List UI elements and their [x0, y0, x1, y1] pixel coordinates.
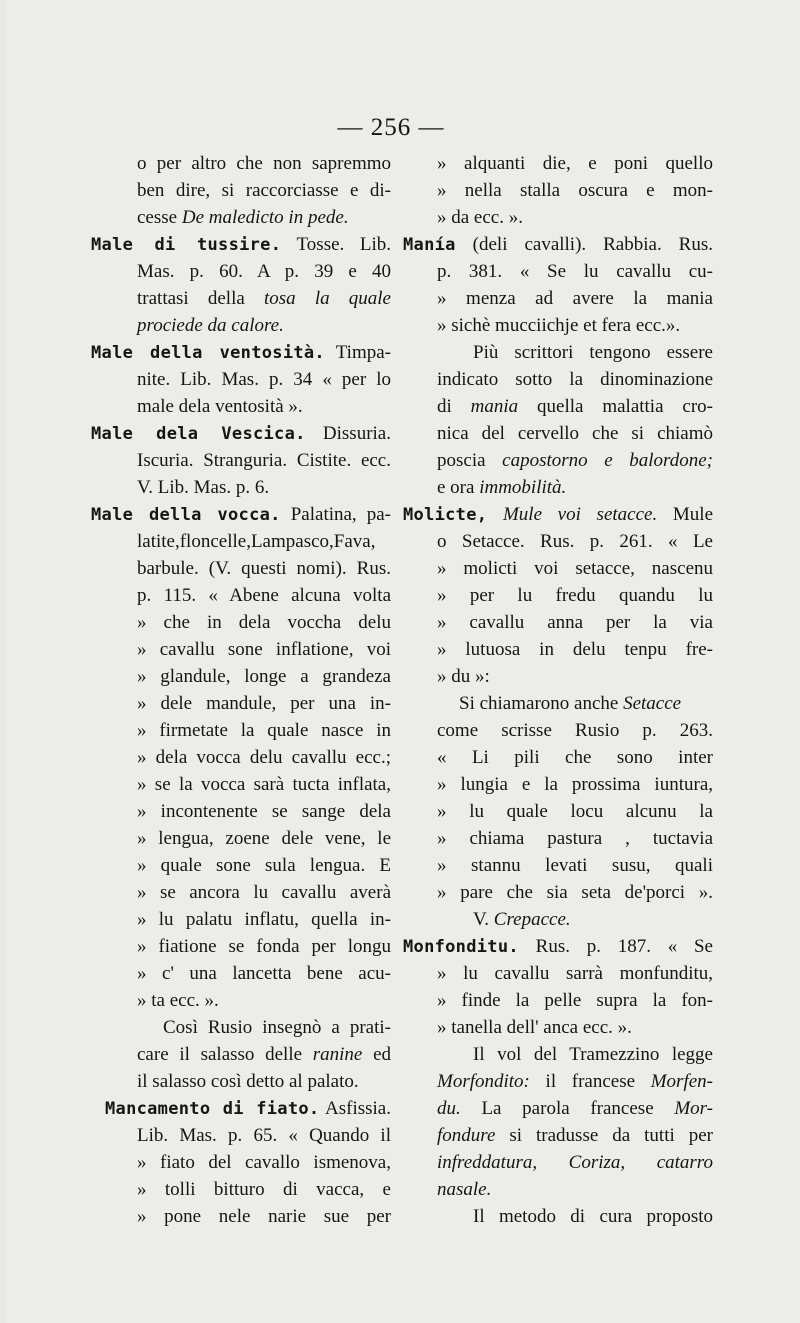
entry-male-della-ventosita: Male della ventosità. Timpa-: [91, 342, 391, 363]
text-line: » fiato del cavallo ismenova,: [137, 1152, 391, 1173]
entry-mancamento-di-fiato: Mancamento di fiato. Asfissia.: [105, 1098, 391, 1119]
text-line: male dela ventosità ».: [137, 396, 303, 417]
text-line: » chiama pastura , tuctavia: [437, 828, 713, 849]
text-line: » se la vocca sarà tucta inflata,: [137, 774, 391, 795]
text-line: » dela vocca delu cavallu ecc.;: [137, 747, 391, 768]
text-line: barbule. (V. questi nomi). Rus.: [137, 558, 391, 579]
text-line: o Setacce. Rus. p. 261. « Le: [437, 531, 713, 552]
entry-monfonditu: Monfonditu. Rus. p. 187. « Se: [403, 936, 713, 957]
text-line: Così Rusio insegnò a prati-: [163, 1017, 391, 1038]
text-line: prociede da calore.: [137, 315, 284, 336]
text-line: » quale sone sula lengua. E: [137, 855, 391, 876]
entry-male-dela-vescica: Male dela Vescica. Dissuria.: [91, 423, 391, 444]
right-column: [403, 150, 713, 1230]
text-line: Più scrittori tengono essere: [473, 342, 713, 363]
text-line: Mas. p. 60. A p. 39 e 40: [137, 261, 391, 282]
text-line: Iscuria. Stranguria. Cistite. ecc.: [137, 450, 391, 471]
text-line: di mania quella malattia cro-: [437, 396, 713, 417]
text-line: » nella stalla oscura e mon-: [437, 180, 713, 201]
text-line: poscia capostorno e balordone;: [437, 450, 713, 471]
text-line: » tolli bitturo di vacca, e: [137, 1179, 391, 1200]
text-line: » alquanti die, e poni quello: [437, 153, 713, 174]
entry-mania: Manía (deli cavalli). Rabbia. Rus.: [403, 234, 713, 255]
text-line: » lu cavallu sarrà monfunditu,: [437, 963, 713, 984]
entry-heading: Manía: [403, 235, 456, 255]
entry-heading: Mancamento di fiato.: [105, 1099, 320, 1119]
text-line: » se ancora lu cavallu averà: [137, 882, 391, 903]
entry-male-di-tussire: Male di tussire. Tosse. Lib.: [91, 234, 392, 255]
text-line: » pone nele narie sue per: [137, 1206, 391, 1227]
entry-heading: Male dela Vescica.: [91, 424, 306, 444]
book-page: [6, 0, 800, 1323]
text-line: Il vol del Tramezzino legge: [473, 1044, 713, 1065]
text-line: p. 381. « Se lu cavallu cu-: [437, 261, 713, 282]
text-line: » c' una lancetta bene acu-: [137, 963, 391, 984]
text-line: V. Lib. Mas. p. 6.: [137, 477, 270, 498]
text-line: » cavallu sone inflatione, voi: [137, 639, 391, 660]
text-line: » du »:: [437, 666, 490, 687]
text-line: Si chiamarono anche Setacce: [459, 693, 682, 714]
text-line: ben dire, si raccorciasse e di-: [137, 180, 391, 201]
entry-heading: Male della ventosità.: [91, 343, 325, 363]
text-line: Il metodo di cura proposto: [473, 1206, 713, 1227]
entry-male-della-vocca: Male della vocca. Palatina, pa-: [91, 504, 391, 525]
text-line: » da ecc. ».: [437, 207, 523, 228]
text-line: » dele mandule, per una in-: [137, 693, 391, 714]
text-line: » ta ecc. ».: [137, 990, 219, 1011]
text-line: cesse De maledicto in pede.: [137, 207, 349, 228]
entry-heading: Male di tussire.: [91, 235, 282, 255]
text-line: » stannu levati susu, quali: [437, 855, 713, 876]
text-line: Morfondito: il francese Morfen-: [437, 1071, 713, 1092]
text-line: » incontenente se sange dela: [137, 801, 391, 822]
text-line: p. 115. « Abene alcuna volta: [137, 585, 391, 606]
page-number: — 256 —: [337, 114, 445, 141]
text-line: » lutuosa in delu tenpu fre-: [437, 639, 713, 660]
text-line: » lu palatu inflatu, quella in-: [137, 909, 391, 930]
text-line: il salasso così detto al palato.: [137, 1071, 359, 1092]
entry-heading: Monfonditu.: [403, 937, 519, 957]
text-line: fondure si tradusse da tutti per: [437, 1125, 713, 1146]
text-line: o per altro che non sapremmo: [137, 153, 391, 174]
text-line: trattasi della tosa la quale: [137, 288, 391, 309]
text-line: » glandule, longe a grandeza: [137, 666, 391, 687]
text-line: e ora immobilità.: [437, 477, 567, 498]
text-line: indicato sotto la dinominazione: [437, 369, 713, 390]
text-line: Lib. Mas. p. 65. « Quando il: [137, 1125, 391, 1146]
text-line: » che in dela voccha delu: [137, 612, 391, 633]
text-line: » sichè mucciichje et fera ecc.».: [437, 315, 681, 336]
text-line: nasale.: [437, 1179, 492, 1200]
left-column: [91, 150, 391, 1230]
text-line: nica del cervello che si chiamò: [437, 423, 713, 444]
text-line: » firmetate la quale nasce in: [137, 720, 391, 741]
text-line: » fiatione se fonda per longu: [137, 936, 391, 957]
text-line: V. Crepacce.: [473, 909, 571, 930]
text-line: infreddatura, Coriza, catarro: [437, 1152, 713, 1173]
text-line: » lungia e la prossima iuntura,: [437, 774, 713, 795]
text-line: « Li pili che sono inter: [437, 747, 713, 768]
text-line: » menza ad avere la mania: [437, 288, 713, 309]
text-line: » pare che sia seta de'porci ».: [437, 882, 713, 903]
text-line: » lu quale locu alcunu la: [437, 801, 713, 822]
entry-molicte: Molicte, Mule voi setacce. Mule: [403, 504, 714, 525]
text-line: care il salasso delle ranine ed: [137, 1044, 391, 1065]
entry-heading: Molicte,: [403, 505, 488, 525]
text-line: » per lu fredu quandu lu: [437, 585, 713, 606]
text-line: nite. Lib. Mas. p. 34 « per lo: [137, 369, 391, 390]
text-line: » finde la pelle supra la fon-: [437, 990, 713, 1011]
text-line: » molicti voi setacce, nascenu: [437, 558, 713, 579]
text-line: » lengua, zoene dele vene, le: [137, 828, 391, 849]
text-line: » tanella dell' anca ecc. ».: [437, 1017, 632, 1038]
text-line: come scrisse Rusio p. 263.: [437, 720, 713, 741]
text-line: » cavallu anna per la via: [437, 612, 713, 633]
entry-heading: Male della vocca.: [91, 505, 281, 525]
text-line: du. La parola francese Mor-: [437, 1098, 713, 1119]
text-line: latite,floncelle,Lampasco,Fava,: [137, 531, 376, 552]
